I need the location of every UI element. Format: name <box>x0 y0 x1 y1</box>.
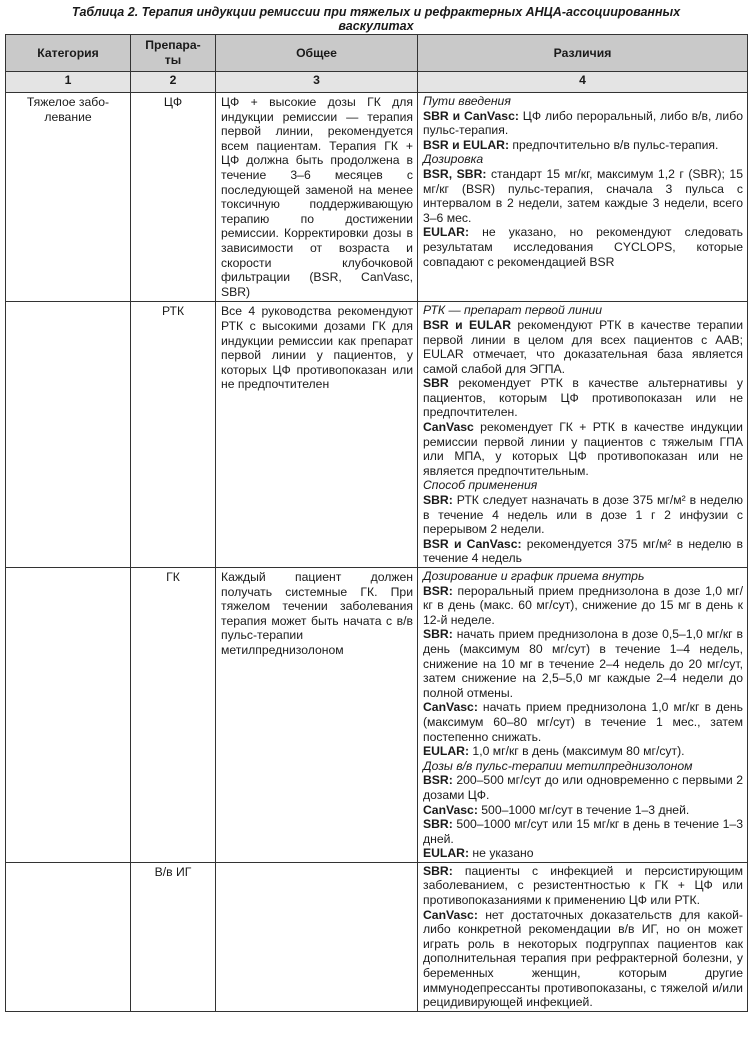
paragraph <box>423 318 743 376</box>
table-row <box>6 302 748 568</box>
paragraph <box>423 817 743 846</box>
source-label: CanVasc: <box>423 907 478 922</box>
drug-cell: ГК <box>131 568 216 863</box>
differences-cell <box>418 93 748 302</box>
category-line-1: Тяжелое забо- <box>26 95 110 109</box>
source-label: BSR: <box>423 583 453 598</box>
source-label: SBR: <box>423 493 453 508</box>
category-line-2: левание <box>44 109 92 124</box>
paragraph <box>423 225 743 269</box>
subheading: Дозы в/в пульс-терапии метилпреднизолоном <box>423 758 693 773</box>
paragraph <box>423 376 743 420</box>
paragraph-text: рекомендует ГК + РТК в качестве индукции ремиссии первой линии у пациентов с тяжелым ГПА или МПА, у которых ЦФ противопоказан или не является предпочтительным. <box>423 420 743 478</box>
paragraph <box>423 493 743 537</box>
table-row <box>6 862 748 1011</box>
header-general: Общее <box>216 35 418 72</box>
paragraph-text: стандарт 15 мг/кг, максимум 1,2 г (SBR); 15 мг/кг (BSR) пульс-терапия, сначала 3 пульса с интервалом в 2 недели, затем каждые 3 недели, всего 3–6 мес. <box>423 166 743 225</box>
paragraph-text: не указано, но рекомендуют следовать результатам исследования CYCLOPS, которые совпадают с рекомендацией BSR <box>423 225 743 269</box>
column-number: 4 <box>418 72 748 93</box>
paragraph-text: рекомендуют РТК в качестве терапии первой линии в целом для всех пациентов с ААВ; EULAR отмечает, что доказательная база является самой слабой для ЭГПА. <box>423 317 743 376</box>
general-cell: Все 4 руководства рекомендуют РТК с высокими дозами ГК для индукции ремиссии как препарат первой линии у пациентов, у которых ЦФ противопоказан или не предпочтителен <box>216 302 418 568</box>
column-number: 1 <box>6 72 131 93</box>
table-row <box>6 568 748 863</box>
source-label: SBR: <box>423 817 453 832</box>
column-number: 3 <box>216 72 418 93</box>
paragraph <box>423 908 743 1010</box>
source-label: SBR и CanVasc: <box>423 108 519 123</box>
paragraph-text: рекомендуется 375 мг/м² в неделю в течение 4 недель <box>423 536 743 566</box>
subheading: РТК — препарат первой линии <box>423 303 603 318</box>
header-drugs-line-1: Препара- <box>145 38 201 53</box>
category-cell <box>6 93 131 302</box>
paragraph <box>423 138 743 153</box>
category-cell <box>6 302 131 568</box>
differences-cell <box>418 302 748 568</box>
paragraph-text: пероральный прием преднизолона в дозе 1,0 мг/кг в день (макс. 60 мг/сут), снижение до 15 мг в день к 12-й неделе. <box>423 583 743 627</box>
source-label: BSR и CanVasc: <box>423 536 522 551</box>
source-label: SBR: <box>423 627 453 642</box>
source-label: BSR и EULAR: <box>423 137 510 152</box>
source-label: CanVasc: <box>423 802 478 817</box>
table-caption <box>0 0 752 34</box>
subheading: Пути введения <box>423 94 511 108</box>
header-differences: Различия <box>418 35 748 72</box>
paragraph-text: не указано <box>469 846 534 861</box>
therapy-table <box>5 34 748 1012</box>
caption-line-1: Таблица 2. Терапия индукции ремиссии при тяжелых и рефрактерных АНЦА-ассоциированных <box>71 5 681 19</box>
paragraph-text: ЦФ либо пероральный, либо в/в, либо пульс-терапия. <box>423 108 743 138</box>
paragraph <box>423 803 743 818</box>
source-label: SBR <box>423 376 449 391</box>
caption-line-2: васкулитах <box>338 19 414 33</box>
drug-cell: РТК <box>131 302 216 568</box>
header-category: Категория <box>6 35 131 72</box>
column-number-row <box>6 72 748 93</box>
source-label: BSR и EULAR <box>423 317 512 332</box>
source-label: EULAR: <box>423 846 470 861</box>
paragraph <box>423 420 743 478</box>
paragraph-text: пациенты с инфекцией и персистирующим заболеванием, с резистентностью к ГК + ЦФ или противопоказаниями к применению ЦФ или РТК. <box>423 863 743 908</box>
header-row <box>6 35 748 72</box>
category-cell <box>6 568 131 863</box>
source-label: EULAR: <box>423 744 470 759</box>
source-label: CanVasc: <box>423 700 478 715</box>
paragraph <box>423 700 743 744</box>
paragraph <box>423 167 743 225</box>
drug-cell: ЦФ <box>131 93 216 302</box>
paragraph-text: 1,0 мг/кг в день (максимум 80 мг/сут). <box>469 744 685 759</box>
subheading: Способ применения <box>423 478 538 493</box>
paragraph <box>423 846 743 861</box>
table-row <box>6 93 748 302</box>
column-number: 2 <box>131 72 216 93</box>
paragraph-text: 500–1000 мг/сут или 15 мг/кг в день в течение 1–3 дней. <box>423 817 743 846</box>
paragraph-text: начать прием преднизолона в дозе 0,5–1,0 мг/кг в день (максимум 80 мг/сут) в течение 1–4 недель, снижение на 10 мг в течение 2–4 недель до 20 мг/сут, затем снижение на 2,5–5,0 мг каждые 2–4 недели до полной отмены. <box>423 627 743 700</box>
paragraph <box>423 109 743 138</box>
header-drugs <box>131 35 216 72</box>
paragraph <box>423 537 743 566</box>
general-cell: ЦФ + высокие дозы ГК для индукции ремиссии — терапия первой линии, рекомендуется всем пациентам. Терапия ГК + ЦФ должна быть продолжена в течение 3–6 месяцев с последующей заменой на менее токсичную поддерживающую терапию по достижении ремиссии. Корректировки дозы в зависимости от возраста и скорости клубочковой фильтрации (BSR, CanVasc, SBR) <box>216 93 418 302</box>
general-cell: Каждый пациент должен получать системные ГК. При тяжелом течении заболевания терапия может быть начата с в/в пульс-терапии метилпреднизолоном <box>216 568 418 863</box>
differences-cell <box>418 862 748 1011</box>
general-cell <box>216 862 418 1011</box>
paragraph <box>423 744 743 759</box>
source-label: EULAR: <box>423 225 470 240</box>
source-label: CanVasc <box>423 420 474 435</box>
source-label: SBR: <box>423 863 453 878</box>
paragraph <box>423 627 743 700</box>
paragraph-text: 500–1000 мг/сут в течение 1–3 дней. <box>477 802 690 817</box>
paragraph-text: предпочтительно в/в пульс-терапия. <box>509 137 719 152</box>
subheading: Дозирование и график приема внутрь <box>423 569 645 583</box>
differences-cell <box>418 568 748 863</box>
source-label: BSR, SBR: <box>423 166 487 181</box>
paragraph-text: РТК следует назначать в дозе 375 мг/м² в неделю в течение 4 недель или в дозе 1 г 2 инфузии с перерывом 2 недели. <box>423 493 743 537</box>
category-cell <box>6 862 131 1011</box>
paragraph-text: начать прием преднизолона 1,0 мг/кг в день (максимум 60–80 мг/сут) в течение 1 мес., затем постепенно снижать. <box>423 700 743 744</box>
drug-cell: В/в ИГ <box>131 862 216 1011</box>
header-drugs-line-2: ты <box>164 53 182 67</box>
paragraph <box>423 864 743 908</box>
paragraph <box>423 584 743 628</box>
source-label: BSR: <box>423 773 453 788</box>
paragraph-text: рекомендует РТК в качестве альтернативы у пациентов, которым ЦФ противопоказан или не предпочтителен. <box>423 376 743 420</box>
paragraph-text: нет достаточных доказательств для какой-либо конкретной рекомендации в/в ИГ, но он может играть роль в некоторых подгруппах пациентов как дополнительная терапия при рефрактерной болезни, у беременных женщин, которым другие иммунодепрессанты противопоказаны, с тяжелой и/или рецидивирующей инфекцией. <box>423 907 743 1010</box>
subheading: Дозировка <box>423 152 484 167</box>
paragraph-text: 200–500 мг/сут до или одновременно с первыми 2 дозами ЦФ. <box>423 773 743 802</box>
paragraph <box>423 773 743 802</box>
